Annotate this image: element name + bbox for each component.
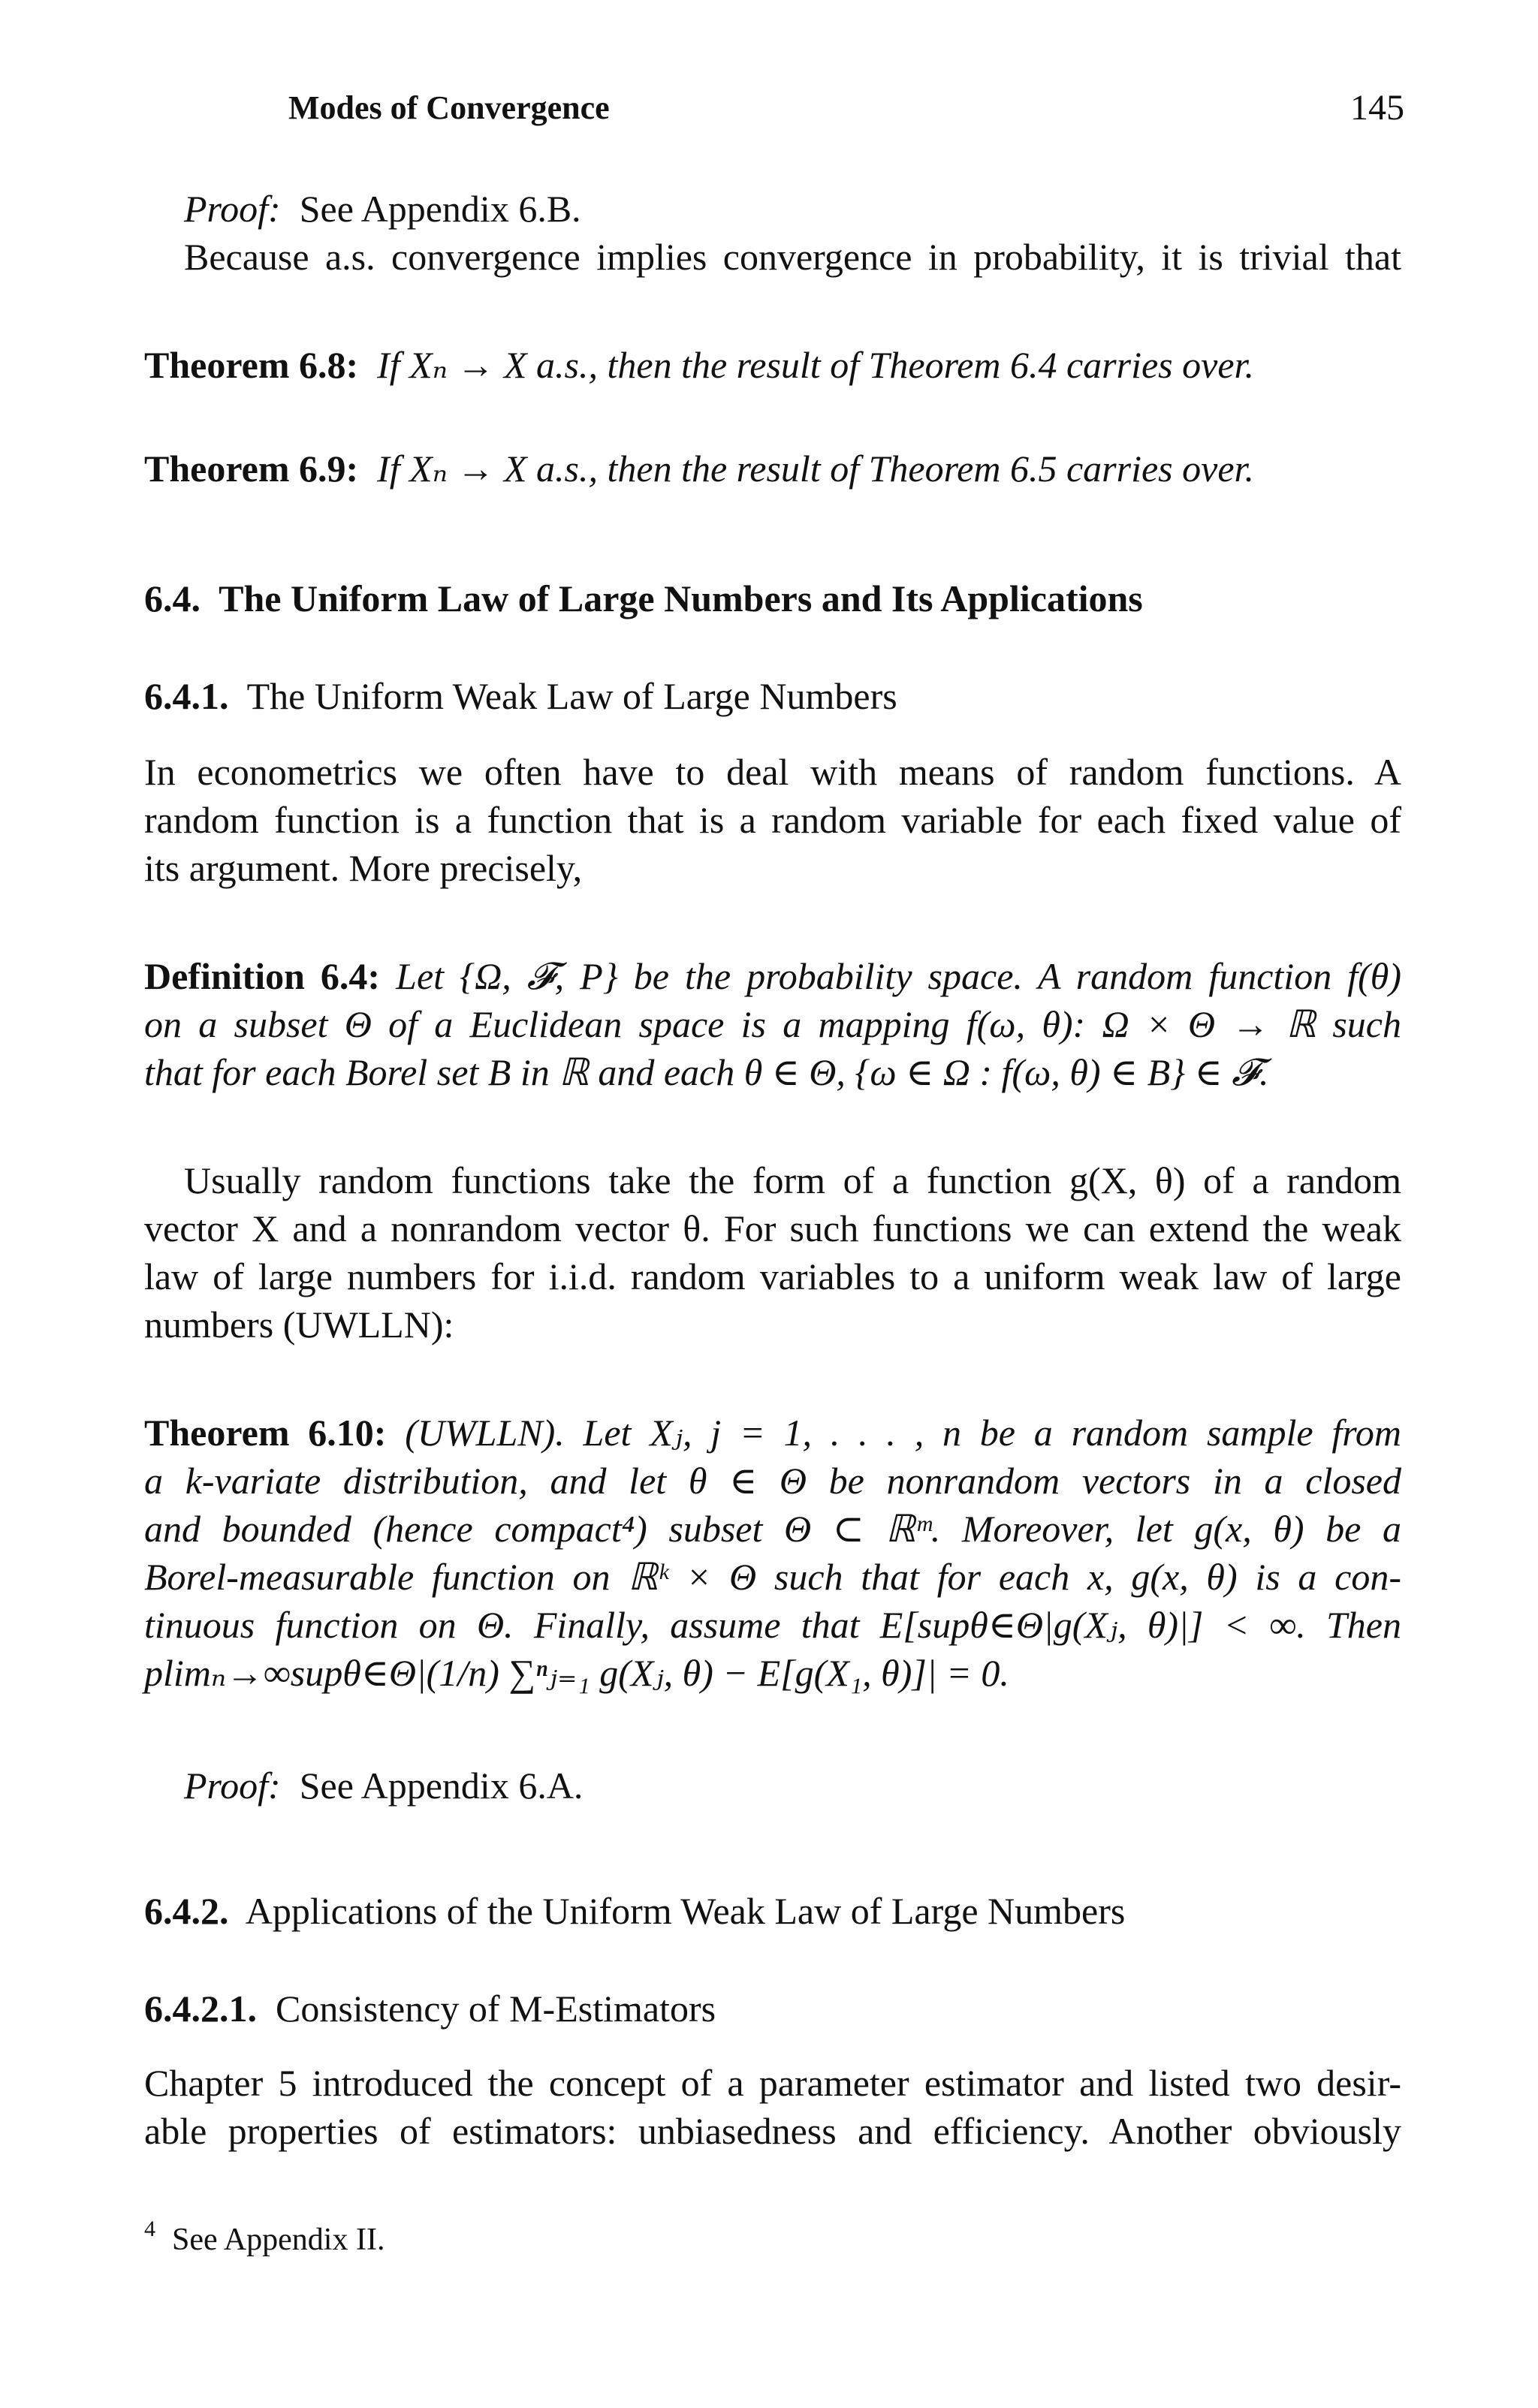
section-title: The Uniform Law of Large Numbers and Its Applications [219, 577, 1143, 619]
text-line: In econometrics we often have to deal with means of random functions. A [144, 751, 1401, 793]
definition-text: Let {Ω, 𝓕, P} be the probability space. A random function f(θ) [396, 955, 1401, 997]
proof-appendix-6a [184, 1762, 1401, 1810]
intro-paragraph: Because a.s. convergence implies convergence in probability, it is trivial that [184, 236, 1401, 278]
theorem-line: plimₙ→∞supθ∈Θ|(1/n) ∑ⁿⱼ₌₁ g(Xⱼ, θ) − E[g(X₁, θ)]| = 0. [144, 1652, 1009, 1694]
text-line: numbers (UWLLN): [144, 1303, 454, 1346]
text-line: Usually random functions take the form of a function g(X, θ) of a random [184, 1159, 1401, 1201]
theorem-line [144, 1409, 1401, 1457]
theorem-text: If Xₙ → X a.s., then the result of Theorem 6.5 carries over. [377, 448, 1254, 490]
proof-appendix-6b [184, 185, 1401, 233]
page-number: 145 [1350, 88, 1404, 128]
definition-label: Definition 6.4: [144, 955, 381, 997]
theorem-label: Theorem 6.10: [144, 1412, 387, 1454]
theorem-6-10 [144, 1409, 1401, 1697]
footnote-text: See Appendix II. [172, 2223, 385, 2257]
subsection-heading [144, 674, 897, 718]
theorem-label: Theorem 6.8: [144, 344, 359, 386]
definition-line [144, 952, 1401, 1000]
footnote-marker: 4 [144, 2217, 155, 2241]
proof-text: See Appendix 6.B. [299, 188, 581, 230]
subsubsection-title: Consistency of M-Estimators [276, 1988, 716, 2030]
text-line: random function is a function that is a random variable for each fixed value of [144, 799, 1401, 841]
theorem-line: tinuous function on Θ. Finally, assume that E[supθ∈Θ|g(Xⱼ, θ)|] < ∞. Then [144, 1604, 1401, 1646]
definition-6-4 [144, 952, 1401, 1096]
theorem-line: Borel-measurable function on ℝᵏ × Θ such that for each x, g(x, θ) is a con- [144, 1556, 1401, 1598]
theorem-line: a k-variate distribution, and let θ ∈ Θ be nonrandom vectors in a closed [144, 1460, 1401, 1502]
text-line: Chapter 5 introduced the concept of a parameter estimator and listed two desir- [144, 2062, 1401, 2104]
proof-label: Proof: [184, 188, 281, 230]
proof-label: Proof: [184, 1765, 281, 1807]
subsection-title: The Uniform Weak Law of Large Numbers [246, 675, 897, 717]
definition-line: on a subset Θ of a Euclidean space is a mapping f(ω, θ): Ω × Θ → ℝ such [144, 1003, 1401, 1045]
subsection-heading [144, 1889, 1125, 1933]
paragraph-random-functions [144, 748, 1401, 892]
subsubsection-number: 6.4.2.1. [144, 1988, 257, 2030]
paragraph-usually [144, 1156, 1401, 1349]
definition-line: that for each Borel set B in ℝ and each θ ∈ Θ, {ω ∈ Ω : f(ω, θ) ∈ B} ∈ 𝓕. [144, 1051, 1269, 1093]
subsection-number: 6.4.2. [144, 1890, 229, 1932]
text-line: able properties of estimators: unbiasedness and efficiency. Another obviously [144, 2110, 1401, 2152]
theorem-6-9 [144, 445, 1401, 493]
footnote [144, 2217, 384, 2258]
paragraph-chapter5 [144, 2059, 1401, 2155]
subsection-number: 6.4.1. [144, 675, 229, 717]
theorem-text: If Xₙ → X a.s., then the result of Theorem 6.4 carries over. [377, 344, 1254, 386]
text-line: vector X and a nonrandom vector θ. For such functions we can extend the weak [144, 1207, 1401, 1249]
theorem-line: and bounded (hence compact⁴) subset Θ ⊂ ℝᵐ. Moreover, let g(x, θ) be a [144, 1508, 1401, 1550]
section-number: 6.4. [144, 577, 201, 619]
theorem-label: Theorem 6.9: [144, 448, 359, 490]
running-head: Modes of Convergence [288, 89, 610, 126]
section-heading [144, 577, 1143, 620]
subsubsection-heading [144, 1987, 716, 2030]
theorem-text: (UWLLN). Let Xⱼ, j = 1, . . . , n be a random sample from [405, 1412, 1401, 1454]
text-line: law of large numbers for i.i.d. random variables to a uniform weak law of large [144, 1255, 1401, 1297]
proof-text: See Appendix 6.A. [299, 1765, 584, 1807]
subsection-title: Applications of the Uniform Weak Law of Large Numbers [245, 1890, 1126, 1932]
text-line: its argument. More precisely, [144, 847, 583, 889]
theorem-6-8 [144, 341, 1401, 389]
